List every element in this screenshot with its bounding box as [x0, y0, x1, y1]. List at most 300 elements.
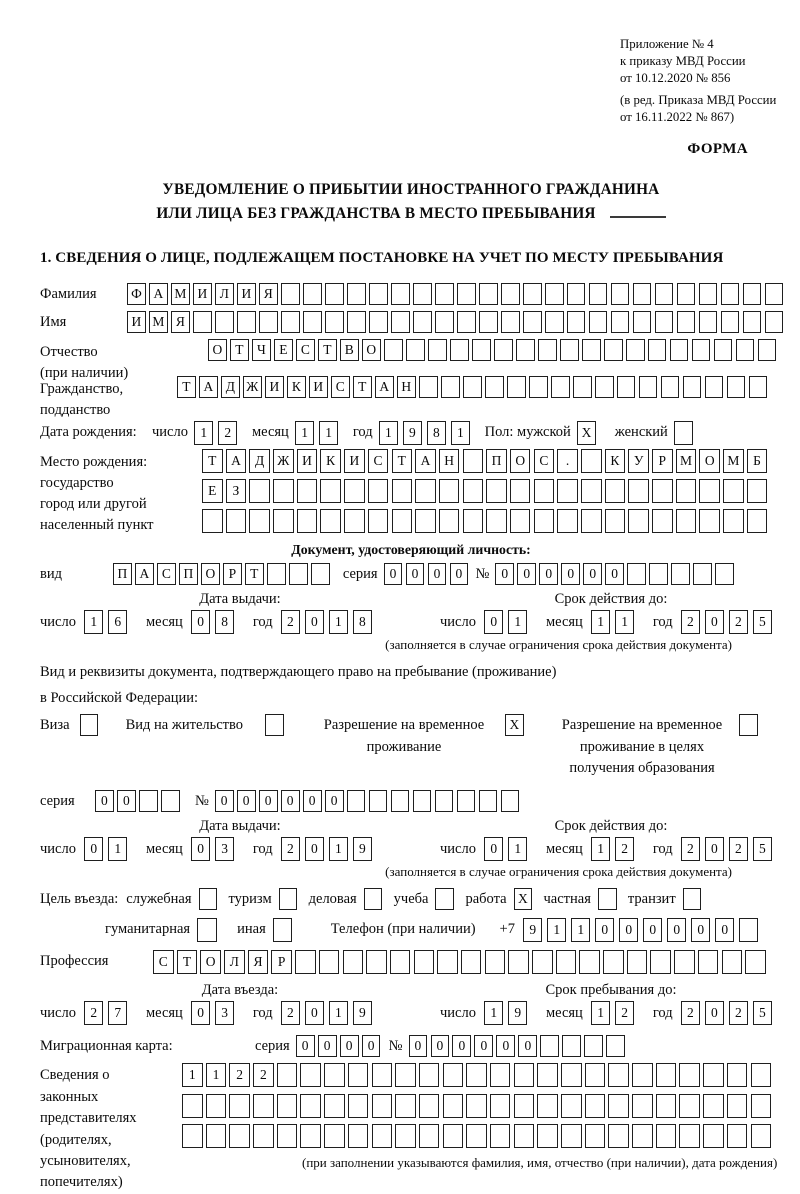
char-cell[interactable]: 0 — [705, 1001, 725, 1025]
char-cell[interactable]: А — [375, 376, 394, 398]
char-cell[interactable]: 9 — [508, 1001, 528, 1025]
char-cell[interactable] — [584, 1035, 603, 1057]
option-visa-checkbox[interactable] — [80, 714, 102, 736]
char-cell[interactable] — [395, 1063, 416, 1087]
char-cell[interactable] — [253, 1094, 274, 1118]
sex-male-checkbox[interactable] — [577, 421, 601, 445]
char-cell[interactable]: 8 — [215, 610, 235, 634]
char-cell[interactable] — [749, 376, 768, 398]
char-cell[interactable]: 0 — [691, 918, 711, 942]
char-cell[interactable]: X — [577, 421, 597, 445]
char-cell[interactable] — [300, 1094, 321, 1118]
birthplace-input-row3[interactable] — [202, 509, 771, 533]
char-cell[interactable] — [479, 311, 498, 333]
char-cell[interactable] — [441, 376, 460, 398]
char-cell[interactable] — [226, 509, 247, 533]
char-cell[interactable] — [182, 1124, 203, 1148]
char-cell[interactable]: А — [415, 449, 436, 473]
char-cell[interactable] — [608, 1063, 629, 1087]
char-cell[interactable]: О — [208, 339, 227, 361]
char-cell[interactable] — [279, 888, 298, 910]
char-cell[interactable]: 3 — [215, 837, 235, 861]
char-cell[interactable] — [508, 950, 529, 974]
identity-doc-number-input[interactable] — [495, 563, 737, 585]
residence-series-input[interactable] — [95, 790, 183, 812]
char-cell[interactable] — [215, 311, 234, 333]
char-cell[interactable] — [633, 311, 652, 333]
char-cell[interactable]: 0 — [303, 790, 322, 812]
char-cell[interactable]: 0 — [450, 563, 469, 585]
char-cell[interactable] — [347, 311, 366, 333]
representatives-input-row2[interactable] — [182, 1094, 777, 1118]
char-cell[interactable]: И — [309, 376, 328, 398]
char-cell[interactable] — [325, 283, 344, 305]
char-cell[interactable] — [443, 1094, 464, 1118]
char-cell[interactable] — [617, 376, 636, 398]
char-cell[interactable]: 9 — [403, 421, 423, 445]
char-cell[interactable]: 0 — [237, 790, 256, 812]
char-cell[interactable]: 1 — [295, 421, 315, 445]
entry-day[interactable] — [84, 1001, 132, 1025]
char-cell[interactable]: Л — [215, 283, 234, 305]
char-cell[interactable] — [627, 950, 648, 974]
char-cell[interactable]: 0 — [305, 1001, 325, 1025]
char-cell[interactable] — [202, 509, 223, 533]
char-cell[interactable] — [273, 479, 294, 503]
char-cell[interactable]: Т — [230, 339, 249, 361]
char-cell[interactable] — [406, 339, 425, 361]
char-cell[interactable] — [727, 1063, 748, 1087]
char-cell[interactable] — [557, 479, 578, 503]
char-cell[interactable] — [656, 1063, 677, 1087]
char-cell[interactable] — [721, 311, 740, 333]
char-cell[interactable] — [390, 950, 411, 974]
identity-expiry-year[interactable] — [681, 610, 777, 634]
char-cell[interactable] — [699, 509, 720, 533]
char-cell[interactable] — [692, 339, 711, 361]
char-cell[interactable] — [562, 1035, 581, 1057]
char-cell[interactable] — [325, 311, 344, 333]
char-cell[interactable] — [466, 1094, 487, 1118]
char-cell[interactable] — [435, 790, 454, 812]
char-cell[interactable]: Я — [259, 283, 278, 305]
char-cell[interactable] — [463, 376, 482, 398]
char-cell[interactable] — [369, 311, 388, 333]
char-cell[interactable]: 0 — [705, 837, 725, 861]
char-cell[interactable] — [679, 1124, 700, 1148]
char-cell[interactable]: З — [226, 479, 247, 503]
char-cell[interactable]: 0 — [362, 1035, 381, 1057]
char-cell[interactable]: X — [514, 888, 533, 910]
stay-day[interactable] — [484, 1001, 532, 1025]
char-cell[interactable] — [606, 1035, 625, 1057]
char-cell[interactable]: Т — [177, 376, 196, 398]
char-cell[interactable] — [656, 1094, 677, 1118]
char-cell[interactable] — [722, 950, 743, 974]
char-cell[interactable] — [611, 283, 630, 305]
phone-input[interactable] — [523, 918, 763, 942]
char-cell[interactable] — [320, 479, 341, 503]
char-cell[interactable] — [392, 479, 413, 503]
char-cell[interactable]: П — [113, 563, 132, 585]
identity-expiry-day[interactable] — [484, 610, 532, 634]
char-cell[interactable] — [537, 1094, 558, 1118]
char-cell[interactable] — [765, 311, 784, 333]
char-cell[interactable] — [751, 1063, 772, 1087]
char-cell[interactable] — [364, 888, 383, 910]
char-cell[interactable]: 1 — [484, 1001, 504, 1025]
sex-female-checkbox[interactable] — [674, 421, 698, 445]
char-cell[interactable]: 2 — [84, 1001, 104, 1025]
char-cell[interactable]: М — [676, 449, 697, 473]
char-cell[interactable] — [415, 479, 436, 503]
char-cell[interactable] — [439, 479, 460, 503]
char-cell[interactable] — [300, 1124, 321, 1148]
char-cell[interactable] — [368, 479, 389, 503]
char-cell[interactable] — [545, 283, 564, 305]
char-cell[interactable] — [751, 1094, 772, 1118]
char-cell[interactable] — [486, 479, 507, 503]
char-cell[interactable]: 0 — [496, 1035, 515, 1057]
char-cell[interactable]: 0 — [539, 563, 558, 585]
char-cell[interactable]: 1 — [591, 837, 611, 861]
char-cell[interactable]: 1 — [379, 421, 399, 445]
char-cell[interactable] — [435, 311, 454, 333]
char-cell[interactable] — [267, 563, 286, 585]
char-cell[interactable] — [428, 339, 447, 361]
char-cell[interactable] — [437, 950, 458, 974]
char-cell[interactable] — [466, 1063, 487, 1087]
char-cell[interactable] — [348, 1063, 369, 1087]
char-cell[interactable]: С — [368, 449, 389, 473]
char-cell[interactable] — [193, 311, 212, 333]
char-cell[interactable] — [80, 714, 99, 736]
char-cell[interactable] — [366, 950, 387, 974]
char-cell[interactable] — [463, 479, 484, 503]
char-cell[interactable]: 3 — [215, 1001, 235, 1025]
char-cell[interactable] — [197, 918, 217, 942]
char-cell[interactable] — [608, 1124, 629, 1148]
purpose-study-checkbox[interactable] — [435, 888, 457, 910]
char-cell[interactable]: 0 — [484, 837, 504, 861]
char-cell[interactable] — [551, 376, 570, 398]
char-cell[interactable]: Т — [202, 449, 223, 473]
char-cell[interactable] — [348, 1094, 369, 1118]
char-cell[interactable]: 0 — [715, 918, 735, 942]
char-cell[interactable]: О — [699, 449, 720, 473]
char-cell[interactable] — [281, 283, 300, 305]
given-name-input[interactable] — [127, 311, 787, 333]
char-cell[interactable] — [139, 790, 158, 812]
char-cell[interactable] — [676, 509, 697, 533]
char-cell[interactable] — [466, 1124, 487, 1148]
char-cell[interactable]: 0 — [705, 610, 725, 634]
char-cell[interactable] — [605, 509, 626, 533]
char-cell[interactable]: 0 — [605, 563, 624, 585]
char-cell[interactable]: Р — [652, 449, 673, 473]
char-cell[interactable] — [395, 1094, 416, 1118]
char-cell[interactable]: 1 — [84, 610, 104, 634]
char-cell[interactable]: 0 — [561, 563, 580, 585]
char-cell[interactable] — [347, 790, 366, 812]
char-cell[interactable] — [699, 311, 718, 333]
char-cell[interactable]: 0 — [84, 837, 104, 861]
char-cell[interactable] — [344, 479, 365, 503]
char-cell[interactable]: К — [287, 376, 306, 398]
char-cell[interactable] — [743, 283, 762, 305]
char-cell[interactable] — [661, 376, 680, 398]
char-cell[interactable]: 2 — [281, 610, 301, 634]
char-cell[interactable]: 5 — [753, 610, 773, 634]
identity-expiry-month[interactable] — [591, 610, 639, 634]
char-cell[interactable]: 5 — [753, 837, 773, 861]
char-cell[interactable] — [486, 509, 507, 533]
char-cell[interactable] — [369, 790, 388, 812]
char-cell[interactable]: Т — [318, 339, 337, 361]
char-cell[interactable] — [632, 1094, 653, 1118]
stay-year[interactable] — [681, 1001, 777, 1025]
char-cell[interactable] — [391, 283, 410, 305]
char-cell[interactable] — [372, 1124, 393, 1148]
char-cell[interactable] — [443, 1063, 464, 1087]
char-cell[interactable] — [237, 311, 256, 333]
char-cell[interactable] — [627, 563, 646, 585]
char-cell[interactable] — [324, 1124, 345, 1148]
char-cell[interactable] — [608, 1094, 629, 1118]
char-cell[interactable]: 0 — [517, 563, 536, 585]
char-cell[interactable]: Л — [224, 950, 245, 974]
char-cell[interactable] — [419, 1094, 440, 1118]
char-cell[interactable] — [419, 1063, 440, 1087]
char-cell[interactable]: С — [534, 449, 555, 473]
char-cell[interactable]: Ж — [273, 449, 294, 473]
char-cell[interactable] — [589, 311, 608, 333]
char-cell[interactable] — [545, 311, 564, 333]
char-cell[interactable] — [419, 376, 438, 398]
char-cell[interactable] — [585, 1124, 606, 1148]
char-cell[interactable] — [579, 950, 600, 974]
char-cell[interactable]: О — [362, 339, 381, 361]
char-cell[interactable]: 5 — [753, 1001, 773, 1025]
char-cell[interactable] — [747, 509, 768, 533]
char-cell[interactable] — [249, 509, 270, 533]
char-cell[interactable] — [727, 1124, 748, 1148]
char-cell[interactable] — [414, 950, 435, 974]
char-cell[interactable] — [199, 888, 218, 910]
char-cell[interactable] — [253, 1124, 274, 1148]
char-cell[interactable]: 9 — [353, 1001, 373, 1025]
char-cell[interactable] — [605, 479, 626, 503]
char-cell[interactable]: 2 — [681, 610, 701, 634]
char-cell[interactable] — [557, 509, 578, 533]
char-cell[interactable]: 1 — [194, 421, 214, 445]
char-cell[interactable]: 2 — [281, 837, 301, 861]
char-cell[interactable]: 2 — [615, 1001, 635, 1025]
char-cell[interactable] — [650, 950, 671, 974]
char-cell[interactable] — [556, 950, 577, 974]
char-cell[interactable] — [560, 339, 579, 361]
char-cell[interactable] — [311, 563, 330, 585]
char-cell[interactable]: 9 — [353, 837, 373, 861]
identity-issue-month[interactable] — [191, 610, 239, 634]
char-cell[interactable] — [561, 1094, 582, 1118]
entry-month[interactable] — [191, 1001, 239, 1025]
char-cell[interactable] — [703, 1124, 724, 1148]
char-cell[interactable]: А — [226, 449, 247, 473]
representatives-input-row3[interactable] — [182, 1124, 777, 1148]
purpose-work-checkbox[interactable] — [514, 888, 536, 910]
char-cell[interactable] — [581, 509, 602, 533]
char-cell[interactable] — [745, 950, 766, 974]
char-cell[interactable] — [705, 376, 724, 398]
char-cell[interactable] — [516, 339, 535, 361]
birth-day-input[interactable] — [194, 421, 242, 445]
char-cell[interactable]: 1 — [108, 837, 128, 861]
char-cell[interactable] — [501, 283, 520, 305]
char-cell[interactable] — [273, 918, 293, 942]
char-cell[interactable]: 2 — [681, 1001, 701, 1025]
residence-expiry-year[interactable] — [681, 837, 777, 861]
purpose-private-checkbox[interactable] — [598, 888, 620, 910]
char-cell[interactable] — [595, 376, 614, 398]
char-cell[interactable] — [628, 479, 649, 503]
char-cell[interactable] — [743, 311, 762, 333]
char-cell[interactable] — [703, 1063, 724, 1087]
residence-issue-day[interactable] — [84, 837, 132, 861]
char-cell[interactable] — [589, 283, 608, 305]
char-cell[interactable] — [561, 1063, 582, 1087]
char-cell[interactable] — [369, 283, 388, 305]
char-cell[interactable]: 0 — [340, 1035, 359, 1057]
char-cell[interactable]: Ж — [243, 376, 262, 398]
char-cell[interactable] — [368, 509, 389, 533]
char-cell[interactable]: Б — [747, 449, 768, 473]
char-cell[interactable]: Т — [177, 950, 198, 974]
char-cell[interactable] — [747, 479, 768, 503]
char-cell[interactable]: 0 — [305, 837, 325, 861]
char-cell[interactable] — [677, 311, 696, 333]
char-cell[interactable]: 0 — [95, 790, 114, 812]
char-cell[interactable] — [727, 1094, 748, 1118]
char-cell[interactable]: И — [344, 449, 365, 473]
char-cell[interactable]: 0 — [191, 1001, 211, 1025]
char-cell[interactable]: 2 — [218, 421, 238, 445]
char-cell[interactable]: М — [149, 311, 168, 333]
char-cell[interactable] — [721, 283, 740, 305]
residence-number-input[interactable] — [215, 790, 523, 812]
identity-doc-series-input[interactable] — [384, 563, 472, 585]
char-cell[interactable]: 0 — [474, 1035, 493, 1057]
char-cell[interactable] — [652, 479, 673, 503]
citizenship-input[interactable] — [177, 376, 771, 398]
char-cell[interactable]: И — [237, 283, 256, 305]
char-cell[interactable] — [277, 1094, 298, 1118]
char-cell[interactable] — [567, 283, 586, 305]
char-cell[interactable]: Р — [271, 950, 292, 974]
char-cell[interactable] — [538, 339, 557, 361]
char-cell[interactable] — [534, 479, 555, 503]
char-cell[interactable] — [523, 283, 542, 305]
char-cell[interactable] — [413, 311, 432, 333]
char-cell[interactable] — [739, 918, 759, 942]
char-cell[interactable] — [344, 509, 365, 533]
birth-month-input[interactable] — [295, 421, 343, 445]
char-cell[interactable] — [581, 479, 602, 503]
char-cell[interactable]: О — [200, 950, 221, 974]
char-cell[interactable] — [698, 950, 719, 974]
purpose-tourism-checkbox[interactable] — [279, 888, 301, 910]
char-cell[interactable] — [348, 1124, 369, 1148]
char-cell[interactable] — [413, 283, 432, 305]
char-cell[interactable]: И — [297, 449, 318, 473]
purpose-humanitarian-checkbox[interactable] — [197, 918, 221, 942]
char-cell[interactable] — [633, 283, 652, 305]
char-cell[interactable] — [652, 509, 673, 533]
char-cell[interactable] — [510, 479, 531, 503]
char-cell[interactable] — [457, 283, 476, 305]
char-cell[interactable]: 0 — [281, 790, 300, 812]
char-cell[interactable]: 0 — [305, 610, 325, 634]
char-cell[interactable] — [303, 311, 322, 333]
char-cell[interactable] — [598, 888, 617, 910]
char-cell[interactable] — [676, 479, 697, 503]
char-cell[interactable]: 0 — [384, 563, 403, 585]
option-temp-residence-education-checkbox[interactable] — [739, 714, 761, 736]
char-cell[interactable] — [289, 563, 308, 585]
char-cell[interactable] — [736, 339, 755, 361]
char-cell[interactable]: 1 — [329, 1001, 349, 1025]
char-cell[interactable] — [439, 509, 460, 533]
char-cell[interactable] — [670, 339, 689, 361]
char-cell[interactable] — [626, 339, 645, 361]
char-cell[interactable] — [324, 1063, 345, 1087]
char-cell[interactable] — [415, 509, 436, 533]
char-cell[interactable]: 2 — [681, 837, 701, 861]
char-cell[interactable] — [324, 1094, 345, 1118]
char-cell[interactable]: 2 — [615, 837, 635, 861]
char-cell[interactable] — [494, 339, 513, 361]
char-cell[interactable]: 1 — [508, 610, 528, 634]
char-cell[interactable] — [581, 449, 602, 473]
char-cell[interactable] — [443, 1124, 464, 1148]
char-cell[interactable] — [457, 311, 476, 333]
char-cell[interactable]: В — [340, 339, 359, 361]
char-cell[interactable]: А — [199, 376, 218, 398]
char-cell[interactable]: 9 — [523, 918, 543, 942]
char-cell[interactable] — [639, 376, 658, 398]
char-cell[interactable]: Т — [353, 376, 372, 398]
char-cell[interactable]: 0 — [318, 1035, 337, 1057]
char-cell[interactable]: Е — [202, 479, 223, 503]
char-cell[interactable]: 2 — [253, 1063, 274, 1087]
char-cell[interactable] — [372, 1063, 393, 1087]
char-cell[interactable]: 0 — [643, 918, 663, 942]
char-cell[interactable] — [392, 509, 413, 533]
char-cell[interactable] — [490, 1124, 511, 1148]
residence-expiry-day[interactable] — [484, 837, 532, 861]
char-cell[interactable] — [300, 1063, 321, 1087]
representatives-input-row1[interactable] — [182, 1063, 777, 1087]
char-cell[interactable]: 1 — [571, 918, 591, 942]
char-cell[interactable]: 1 — [547, 918, 567, 942]
char-cell[interactable]: С — [296, 339, 315, 361]
char-cell[interactable]: Д — [249, 449, 270, 473]
char-cell[interactable]: 2 — [281, 1001, 301, 1025]
char-cell[interactable]: С — [331, 376, 350, 398]
char-cell[interactable]: П — [179, 563, 198, 585]
char-cell[interactable]: С — [153, 950, 174, 974]
char-cell[interactable]: А — [135, 563, 154, 585]
